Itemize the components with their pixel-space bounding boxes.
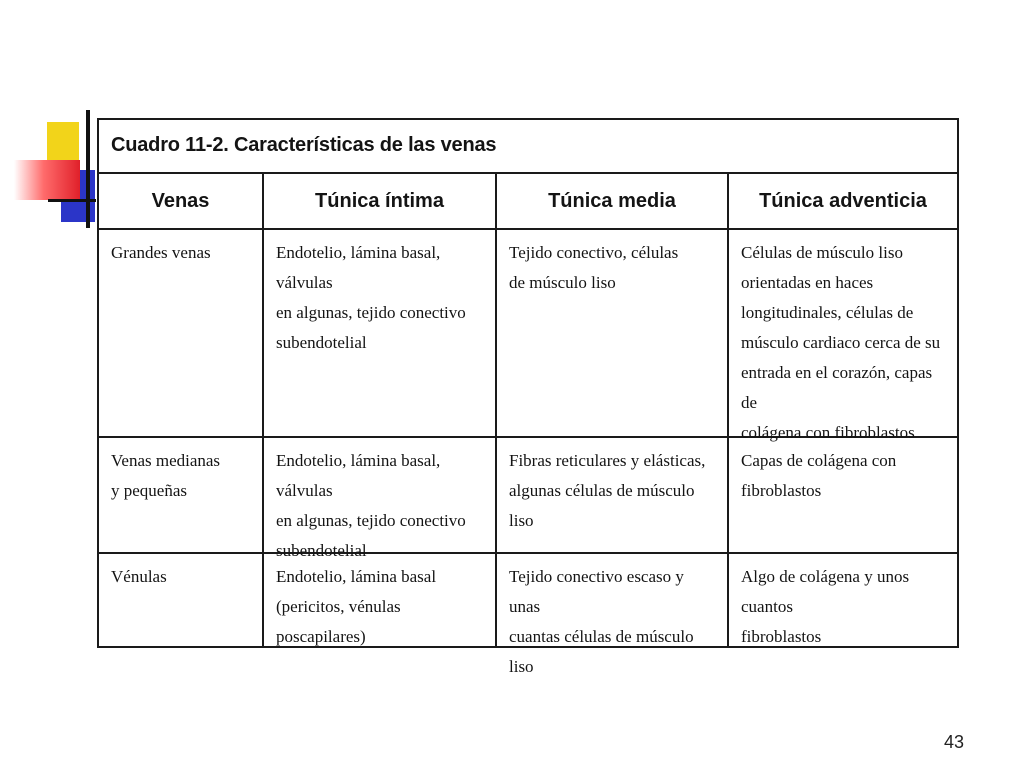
decor-yellow-square xyxy=(47,122,79,164)
cell-intima: Endotelio, lámina basal (pericitos, vénulas poscapilares) xyxy=(264,554,497,646)
veins-table xyxy=(97,118,959,676)
cell-vena: Venas medianas y pequeñas xyxy=(99,438,264,552)
cell-vena: Vénulas xyxy=(99,554,264,646)
cell-media: Tejido conectivo escaso y unas cuantas células de músculo liso xyxy=(497,554,729,646)
table-row xyxy=(99,554,957,676)
decor-red-square xyxy=(14,160,80,200)
cell-intima: Endotelio, lámina basal, válvulas en algunas, tejido conectivo subendotelial xyxy=(264,230,497,436)
cell-intima: Endotelio, lámina basal, válvulas en algunas, tejido conectivo subendotelial xyxy=(264,438,497,552)
cell-adventicia: Capas de colágena con fibroblastos xyxy=(741,451,897,500)
decor-vertical-line xyxy=(86,110,90,228)
cell-vena: Grandes venas xyxy=(99,230,264,436)
header-tunica-adventicia: Túnica adventicia xyxy=(759,189,927,212)
cell-adventicia: Algo de colágena y unos cuantos fibroblastos xyxy=(741,567,910,646)
cell-media: Tejido conectivo, células de músculo liso xyxy=(497,230,729,436)
header-tunica-media: Túnica media xyxy=(497,174,729,228)
table-caption: Cuadro 11-2. Características de las venas xyxy=(99,120,957,174)
table-row xyxy=(99,438,957,560)
cell-adventicia: Células de músculo liso orientadas en haces longitudinales, células de músculo cardiaco cerca de su entrada en el corazón, capas de colágena con fibroblastos xyxy=(741,243,941,442)
header-venas: Venas xyxy=(99,174,264,228)
decor-horizontal-line xyxy=(48,199,96,202)
table-header-row xyxy=(99,174,957,230)
table-row xyxy=(99,230,957,442)
header-tunica-intima: Túnica íntima xyxy=(264,174,497,228)
cell-media: Fibras reticulares y elásticas, algunas células de músculo liso xyxy=(497,438,729,552)
page-number: 43 xyxy=(943,732,964,752)
